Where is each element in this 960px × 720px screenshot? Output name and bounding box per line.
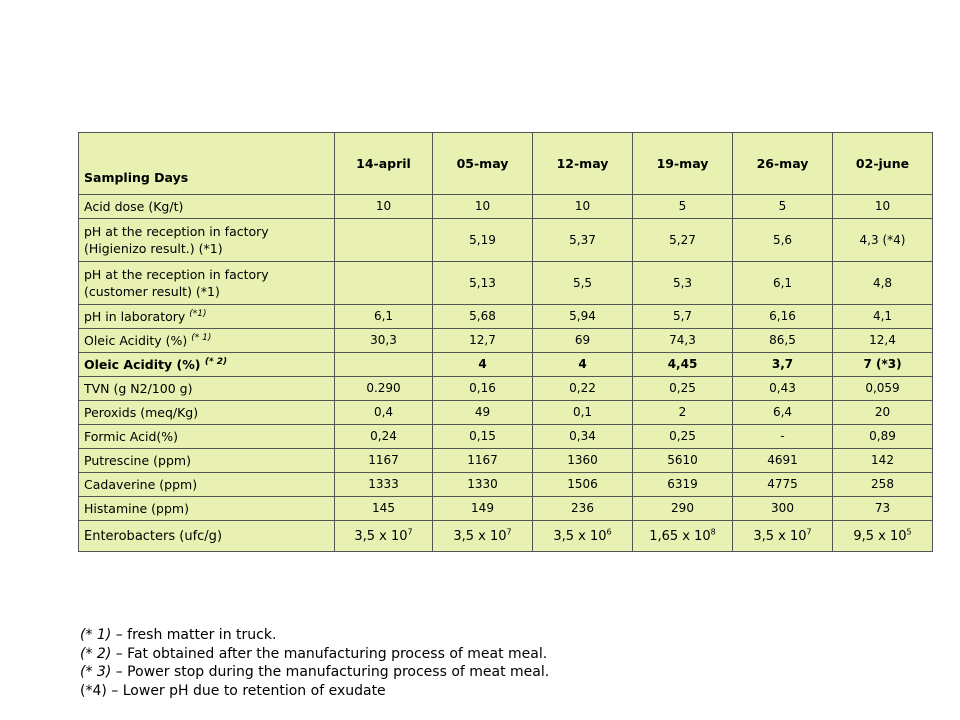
footnote-mark: (* 2) [80, 645, 112, 662]
footnote-marker: (* 1) [191, 332, 212, 343]
table-row [79, 449, 933, 473]
cell: 0.290 [335, 377, 433, 401]
cell: 10 [335, 195, 433, 219]
cell: 5,68 [433, 305, 533, 329]
cell: 4,1 [833, 305, 933, 329]
table-row [79, 377, 933, 401]
cell: 4 [533, 353, 633, 377]
cell: 1330 [433, 473, 533, 497]
row-label: Enterobacters (ufc/g) [79, 521, 335, 552]
cell: 6,4 [733, 401, 833, 425]
cell: 4,8 [833, 262, 933, 305]
footnote [80, 663, 549, 682]
row-label-text: Putrescine (ppm) [84, 453, 191, 468]
cell: 290 [633, 497, 733, 521]
cell: 5,6 [733, 219, 833, 262]
cell: 5,27 [633, 219, 733, 262]
cell: 3,7 [733, 353, 833, 377]
cell [335, 219, 433, 262]
row-label [79, 219, 335, 262]
cell: 5,5 [533, 262, 633, 305]
cell: 5,19 [433, 219, 533, 262]
cell: 0,24 [335, 425, 433, 449]
cell: 10 [533, 195, 633, 219]
footnote-marker: (* 2) [204, 356, 228, 367]
cell: 6,1 [733, 262, 833, 305]
row-label-text: Peroxids (meq/Kg) [84, 405, 199, 420]
row-label [79, 473, 335, 497]
cell: 5,94 [533, 305, 633, 329]
cell: 73 [833, 497, 933, 521]
sci-base: 3,5 x 10 [354, 528, 408, 544]
row-label-text: Cadaverine (ppm) [84, 477, 198, 492]
footnotes [80, 626, 549, 700]
sci-exponent: 8 [710, 527, 716, 537]
cell: 0,34 [533, 425, 633, 449]
cell: 20 [833, 401, 933, 425]
table-row [79, 329, 933, 353]
cell: 0,16 [433, 377, 533, 401]
cell [533, 521, 633, 552]
sci-exponent: 5 [906, 527, 912, 537]
cell: 12,7 [433, 329, 533, 353]
table-row [79, 401, 933, 425]
sci-exponent: 6 [606, 527, 612, 537]
table-row [79, 353, 933, 377]
cell: 74,3 [633, 329, 733, 353]
row-label-text: TVN (g N2/100 g) [84, 381, 193, 396]
row-label [79, 497, 335, 521]
footnote-mark: (* 3) [80, 664, 112, 680]
row-label-text: pH at the reception in factory (customer result) (*1) [84, 267, 269, 299]
cell: 4 [433, 353, 533, 377]
cell: 12,4 [833, 329, 933, 353]
header-date: 12-may [533, 133, 633, 195]
row-label-text: pH at the reception in factory (Higienizo result.) (*1) [84, 224, 269, 256]
cell: 86,5 [733, 329, 833, 353]
footnote-mark: (*4) [80, 682, 107, 699]
cell: 4691 [733, 449, 833, 473]
cell: 1360 [533, 449, 633, 473]
footnote [80, 626, 549, 645]
header-date: 19-may [633, 133, 733, 195]
cell: 142 [833, 449, 933, 473]
cell [433, 521, 533, 552]
footnote-mark: (* 1) [80, 627, 112, 643]
cell: 0,89 [833, 425, 933, 449]
cell: 5 [633, 195, 733, 219]
cell: 5,37 [533, 219, 633, 262]
footnote [80, 682, 549, 701]
cell: 0,43 [733, 377, 833, 401]
cell: 0,059 [833, 377, 933, 401]
row-label [79, 262, 335, 305]
cell: 5,13 [433, 262, 533, 305]
cell: 236 [533, 497, 633, 521]
row-label-text: pH in laboratory [84, 309, 190, 324]
cell: 0,4 [335, 401, 433, 425]
sci-base: 3,5 x 10 [753, 528, 807, 544]
header-date: 05-may [433, 133, 533, 195]
footnote-text: – Power stop during the manufacturing process of meat meal. [111, 664, 550, 680]
footnote-text: – Lower pH due to retention of exudate [106, 682, 386, 699]
table-row [79, 425, 933, 449]
row-label-text: Formic Acid(%) [84, 429, 179, 444]
cell [335, 521, 433, 552]
cell: 5,7 [633, 305, 733, 329]
results-table [78, 132, 933, 552]
cell: 4775 [733, 473, 833, 497]
cell: 69 [533, 329, 633, 353]
row-label [79, 377, 335, 401]
cell: 6319 [633, 473, 733, 497]
cell: 10 [833, 195, 933, 219]
cell: 145 [335, 497, 433, 521]
cell: 5 [733, 195, 833, 219]
cell: 2 [633, 401, 733, 425]
cell [833, 521, 933, 552]
cell [335, 353, 433, 377]
row-label [79, 401, 335, 425]
cell: 6,16 [733, 305, 833, 329]
cell: 1167 [335, 449, 433, 473]
cell: 0,25 [633, 425, 733, 449]
cell [633, 521, 733, 552]
sci-exponent: 7 [407, 527, 413, 537]
row-label [79, 449, 335, 473]
cell: 49 [433, 401, 533, 425]
cell: 5610 [633, 449, 733, 473]
sci-exponent: 7 [806, 527, 812, 537]
table-row-enterobacters [79, 521, 933, 552]
header-date: 02-june [833, 133, 933, 195]
header-date: 14-april [335, 133, 433, 195]
cell: 4,45 [633, 353, 733, 377]
cell [733, 521, 833, 552]
row-label-text: Histamine (ppm) [84, 501, 189, 516]
sci-base: 9,5 x 10 [853, 528, 907, 544]
row-label-text: Acid dose (Kg/t) [84, 199, 184, 214]
footnote-marker: (*1) [189, 308, 207, 319]
cell: - [733, 425, 833, 449]
cell: 1506 [533, 473, 633, 497]
row-label-text: Oleic Acidity (%) [84, 357, 205, 372]
row-label [79, 329, 335, 353]
cell: 30,3 [335, 329, 433, 353]
row-label [79, 353, 335, 377]
cell: 300 [733, 497, 833, 521]
sci-base: 3,5 x 10 [553, 528, 607, 544]
cell: 1333 [335, 473, 433, 497]
row-label-text: Oleic Acidity (%) [84, 333, 192, 348]
table-row [79, 195, 933, 219]
footnote [80, 645, 549, 664]
footnote-text: – fresh matter in truck. [111, 627, 277, 643]
sci-base: 1,65 x 10 [649, 528, 711, 544]
cell: 10 [433, 195, 533, 219]
cell: 7 (*3) [833, 353, 933, 377]
cell: 4,3 (*4) [833, 219, 933, 262]
table-row [79, 262, 933, 305]
table-row [79, 305, 933, 329]
cell: 6,1 [335, 305, 433, 329]
cell: 1167 [433, 449, 533, 473]
cell: 5,3 [633, 262, 733, 305]
cell: 0,25 [633, 377, 733, 401]
sci-exponent: 7 [506, 527, 512, 537]
cell: 0,15 [433, 425, 533, 449]
cell: 0,22 [533, 377, 633, 401]
table-row [79, 219, 933, 262]
row-label [79, 305, 335, 329]
row-label [79, 425, 335, 449]
table-header-row [79, 133, 933, 195]
row-label [79, 195, 335, 219]
header-label: Sampling Days [79, 133, 335, 195]
cell: 0,1 [533, 401, 633, 425]
header-date: 26-may [733, 133, 833, 195]
sci-base: 3,5 x 10 [453, 528, 507, 544]
cell: 149 [433, 497, 533, 521]
cell: 258 [833, 473, 933, 497]
table-row [79, 473, 933, 497]
table-row [79, 497, 933, 521]
footnote-text: – Fat obtained after the manufacturing process of meat meal. [111, 645, 548, 662]
cell [335, 262, 433, 305]
